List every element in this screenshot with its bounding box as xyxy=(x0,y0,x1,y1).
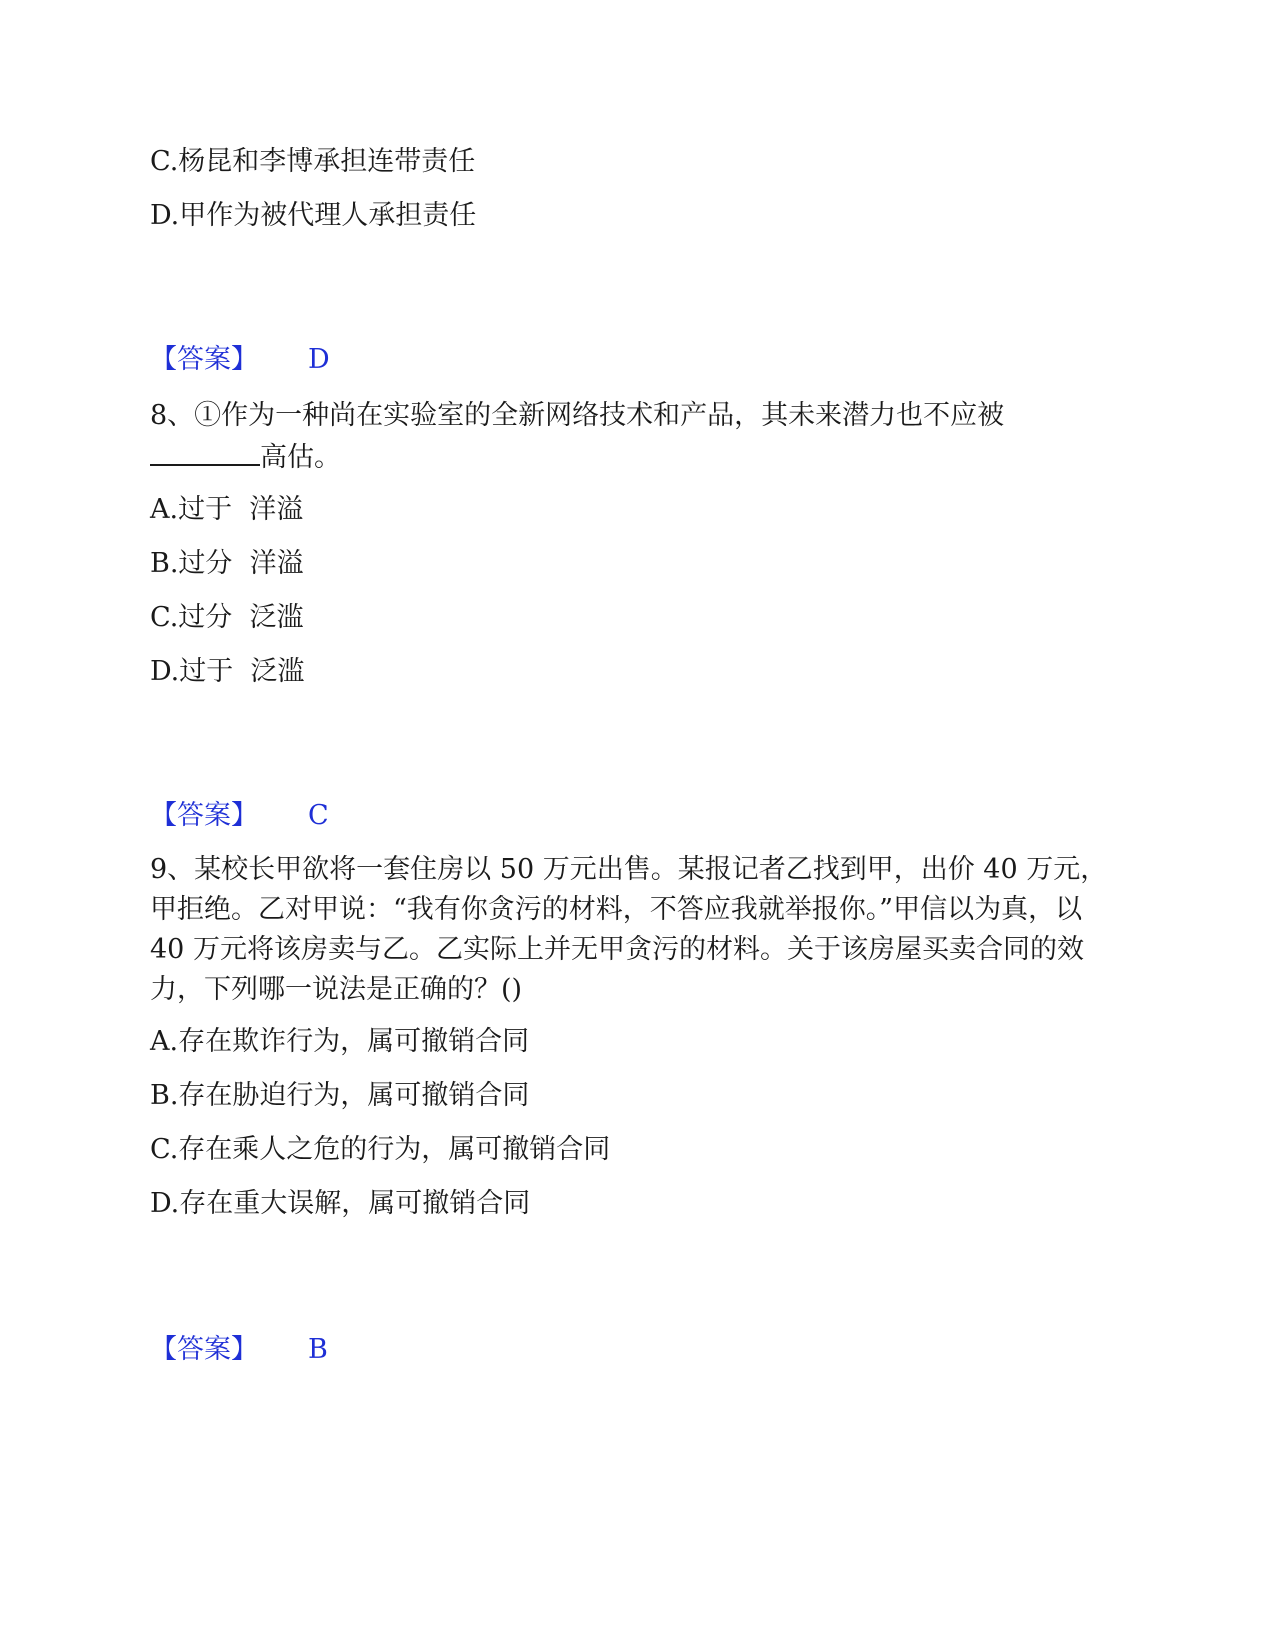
q8-option-a: A.过于 洋溢 xyxy=(150,494,304,525)
answer-label: 【答案】 xyxy=(150,800,258,831)
q9-stem: 9、某校长甲欲将一套住房以 50 万元出售。某报记者乙找到甲，出价 40 万元，甲拒绝。乙对甲说：“我有你贪污的材料，不答应我就举报你。”甲信以为真，以 40 万元将该房卖与乙。乙实际上并无甲贪污的材料。关于该房屋买卖合同的效力，下列哪一说法是正确的？() xyxy=(150,854,1108,1005)
answer-9 xyxy=(150,1330,328,1370)
q7-option-c: C.杨昆和李博承担连带责任 xyxy=(150,146,476,177)
answer-value: D xyxy=(308,344,330,375)
q8-option-d: D.过于 泛滥 xyxy=(150,656,305,687)
q8-stem-line2 xyxy=(150,436,341,478)
answer-8 xyxy=(150,796,329,836)
answer-value: C xyxy=(308,800,329,831)
q8-stem-suffix: 高估。 xyxy=(260,442,341,473)
q9-option-d: D.存在重大误解，属可撤销合同 xyxy=(150,1188,531,1219)
fill-blank xyxy=(150,436,260,466)
answer-label: 【答案】 xyxy=(150,1334,258,1365)
answer-value: B xyxy=(308,1334,328,1365)
q9-option-c: C.存在乘人之危的行为，属可撤销合同 xyxy=(150,1134,611,1165)
q8-option-b: B.过分 洋溢 xyxy=(150,548,304,579)
q8-option-c: C.过分 泛滥 xyxy=(150,602,304,633)
q7-option-d: D.甲作为被代理人承担责任 xyxy=(150,200,477,231)
q9-option-b: B.存在胁迫行为，属可撤销合同 xyxy=(150,1080,530,1111)
q8-stem-line1: 8、①作为一种尚在实验室的全新网络技术和产品，其未来潜力也不应被 xyxy=(150,400,1005,431)
answer-7 xyxy=(150,340,330,380)
answer-label: 【答案】 xyxy=(150,344,258,375)
q9-option-a: A.存在欺诈行为，属可撤销合同 xyxy=(150,1026,530,1057)
